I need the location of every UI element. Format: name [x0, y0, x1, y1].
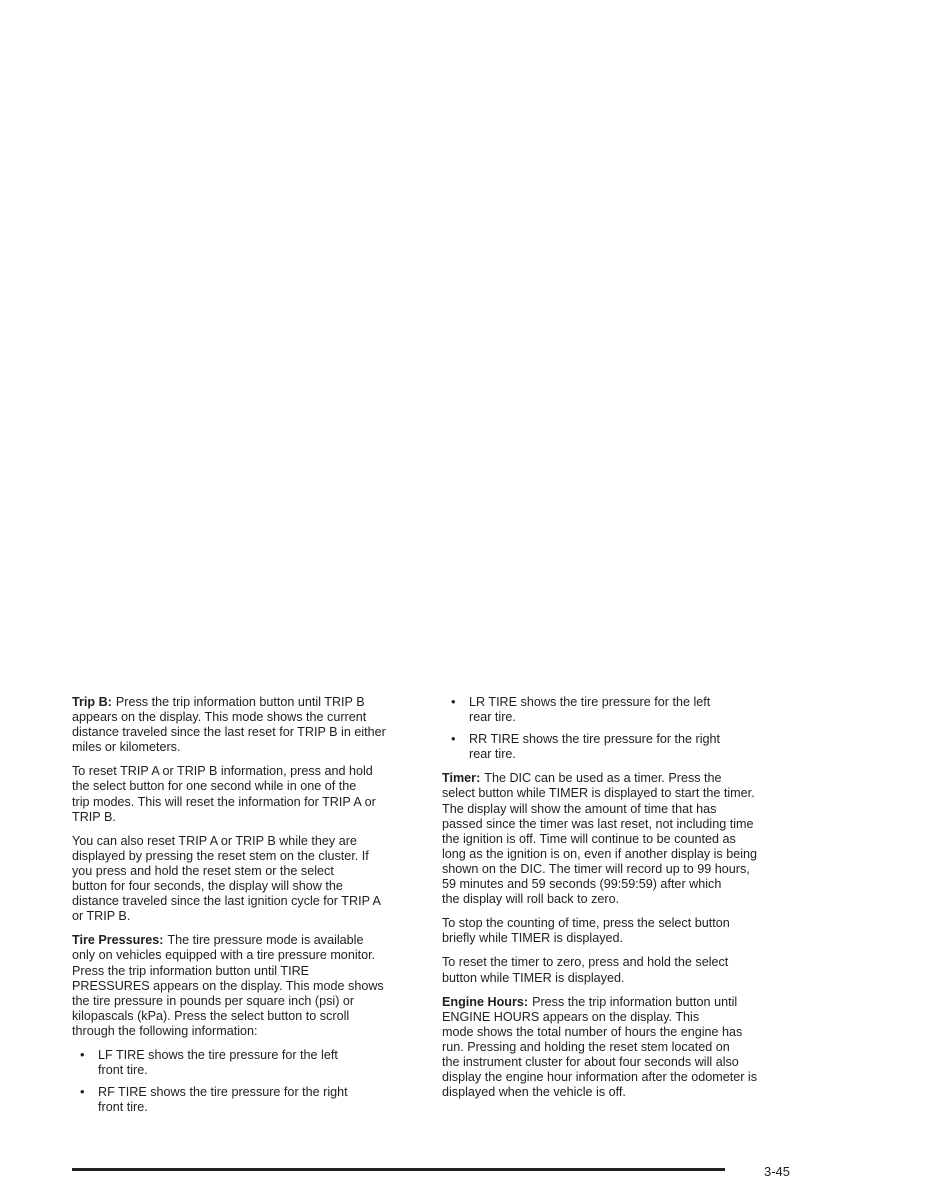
reset-trip-paragraph: To reset TRIP A or TRIP B information, press and hold the select button for one second while in one of the trip modes. This will reset the information for TRIP A or TRIP B.	[72, 764, 376, 824]
list-item	[72, 1048, 422, 1078]
timer-paragraph	[442, 771, 792, 907]
list-item	[72, 1085, 422, 1115]
tire-list-front	[72, 1048, 422, 1115]
bullet-icon: •	[451, 694, 456, 709]
trip-b-label: Trip B:	[72, 695, 112, 709]
trip-b-paragraph	[72, 695, 422, 755]
stop-timer-paragraph: To stop the counting of time, press the select button briefly while TIMER is displayed.	[442, 916, 730, 946]
tire-list-rear	[442, 695, 792, 762]
footer-rule	[72, 1168, 725, 1171]
bullet-icon: •	[80, 1084, 85, 1100]
engine-hours-label: Engine Hours:	[442, 994, 529, 1009]
list-item-text: RF TIRE shows the tire pressure for the right front tire.	[98, 1085, 348, 1115]
bullet-icon: •	[80, 1046, 85, 1062]
bullet-icon: •	[451, 731, 456, 747]
left-column	[72, 695, 422, 1124]
engine-hours-text: Press the trip information button until ENGINE HOURS appears on the display. This mode shows the total number of hours the engine has run. Pressing and holding the reset stem located on the instrument cluster for about four seconds will also display the engine hour information after the odometer is displayed when the vehicle is off.	[442, 994, 758, 1100]
right-column	[442, 695, 792, 1109]
reset-timer-paragraph: To reset the timer to zero, press and hold the select button while TIMER is displayed.	[442, 955, 729, 985]
timer-text: The DIC can be used as a timer. Press the select button while TIMER is displayed to start the timer. The display will show the amount of time that has passed since the timer was last reset, not including time the ignition is off. Time will continue to be counted as long as the ignition is on, even if another display is being shown on the DIC. The timer will record up to 99 hours, 59 minutes and 59 seconds (99:59:59) after which the display will roll back to zero.	[442, 771, 758, 907]
tire-pressures-label: Tire Pressures:	[72, 933, 164, 948]
page-number: 3-45	[763, 1164, 790, 1179]
timer-label: Timer:	[442, 771, 481, 786]
engine-hours-paragraph	[442, 995, 792, 1101]
list-item-text: LF TIRE shows the tire pressure for the left front tire.	[98, 1047, 338, 1078]
tire-pressures-paragraph	[72, 933, 422, 1039]
reset-stem-paragraph: You can also reset TRIP A or TRIP B while they are displayed by pressing the reset stem on the cluster. If you press and hold the reset stem or the select button for four seconds, the display will show the distance traveled since the last ignition cycle for TRIP A or TRIP B.	[72, 833, 381, 924]
trip-b-text: Press the trip information button until TRIP B appears on the display. This mode shows the current distance traveled since the last reset for TRIP B in either miles or kilometers.	[72, 695, 386, 755]
tire-pressures-text: The tire pressure mode is available only on vehicles equipped with a tire pressure monitor. Press the trip information button until TIRE PRESSURES appears on the display. This mode shows the tire pressure in pounds per square inch (psi) or kilopascals (kPa). Press the select button to scroll through the following information:	[72, 933, 384, 1038]
list-item	[442, 695, 792, 725]
list-item	[442, 732, 792, 762]
list-item-text: RR TIRE shows the tire pressure for the right rear tire.	[469, 732, 721, 762]
list-item-text: LR TIRE shows the tire pressure for the left rear tire.	[469, 695, 711, 725]
